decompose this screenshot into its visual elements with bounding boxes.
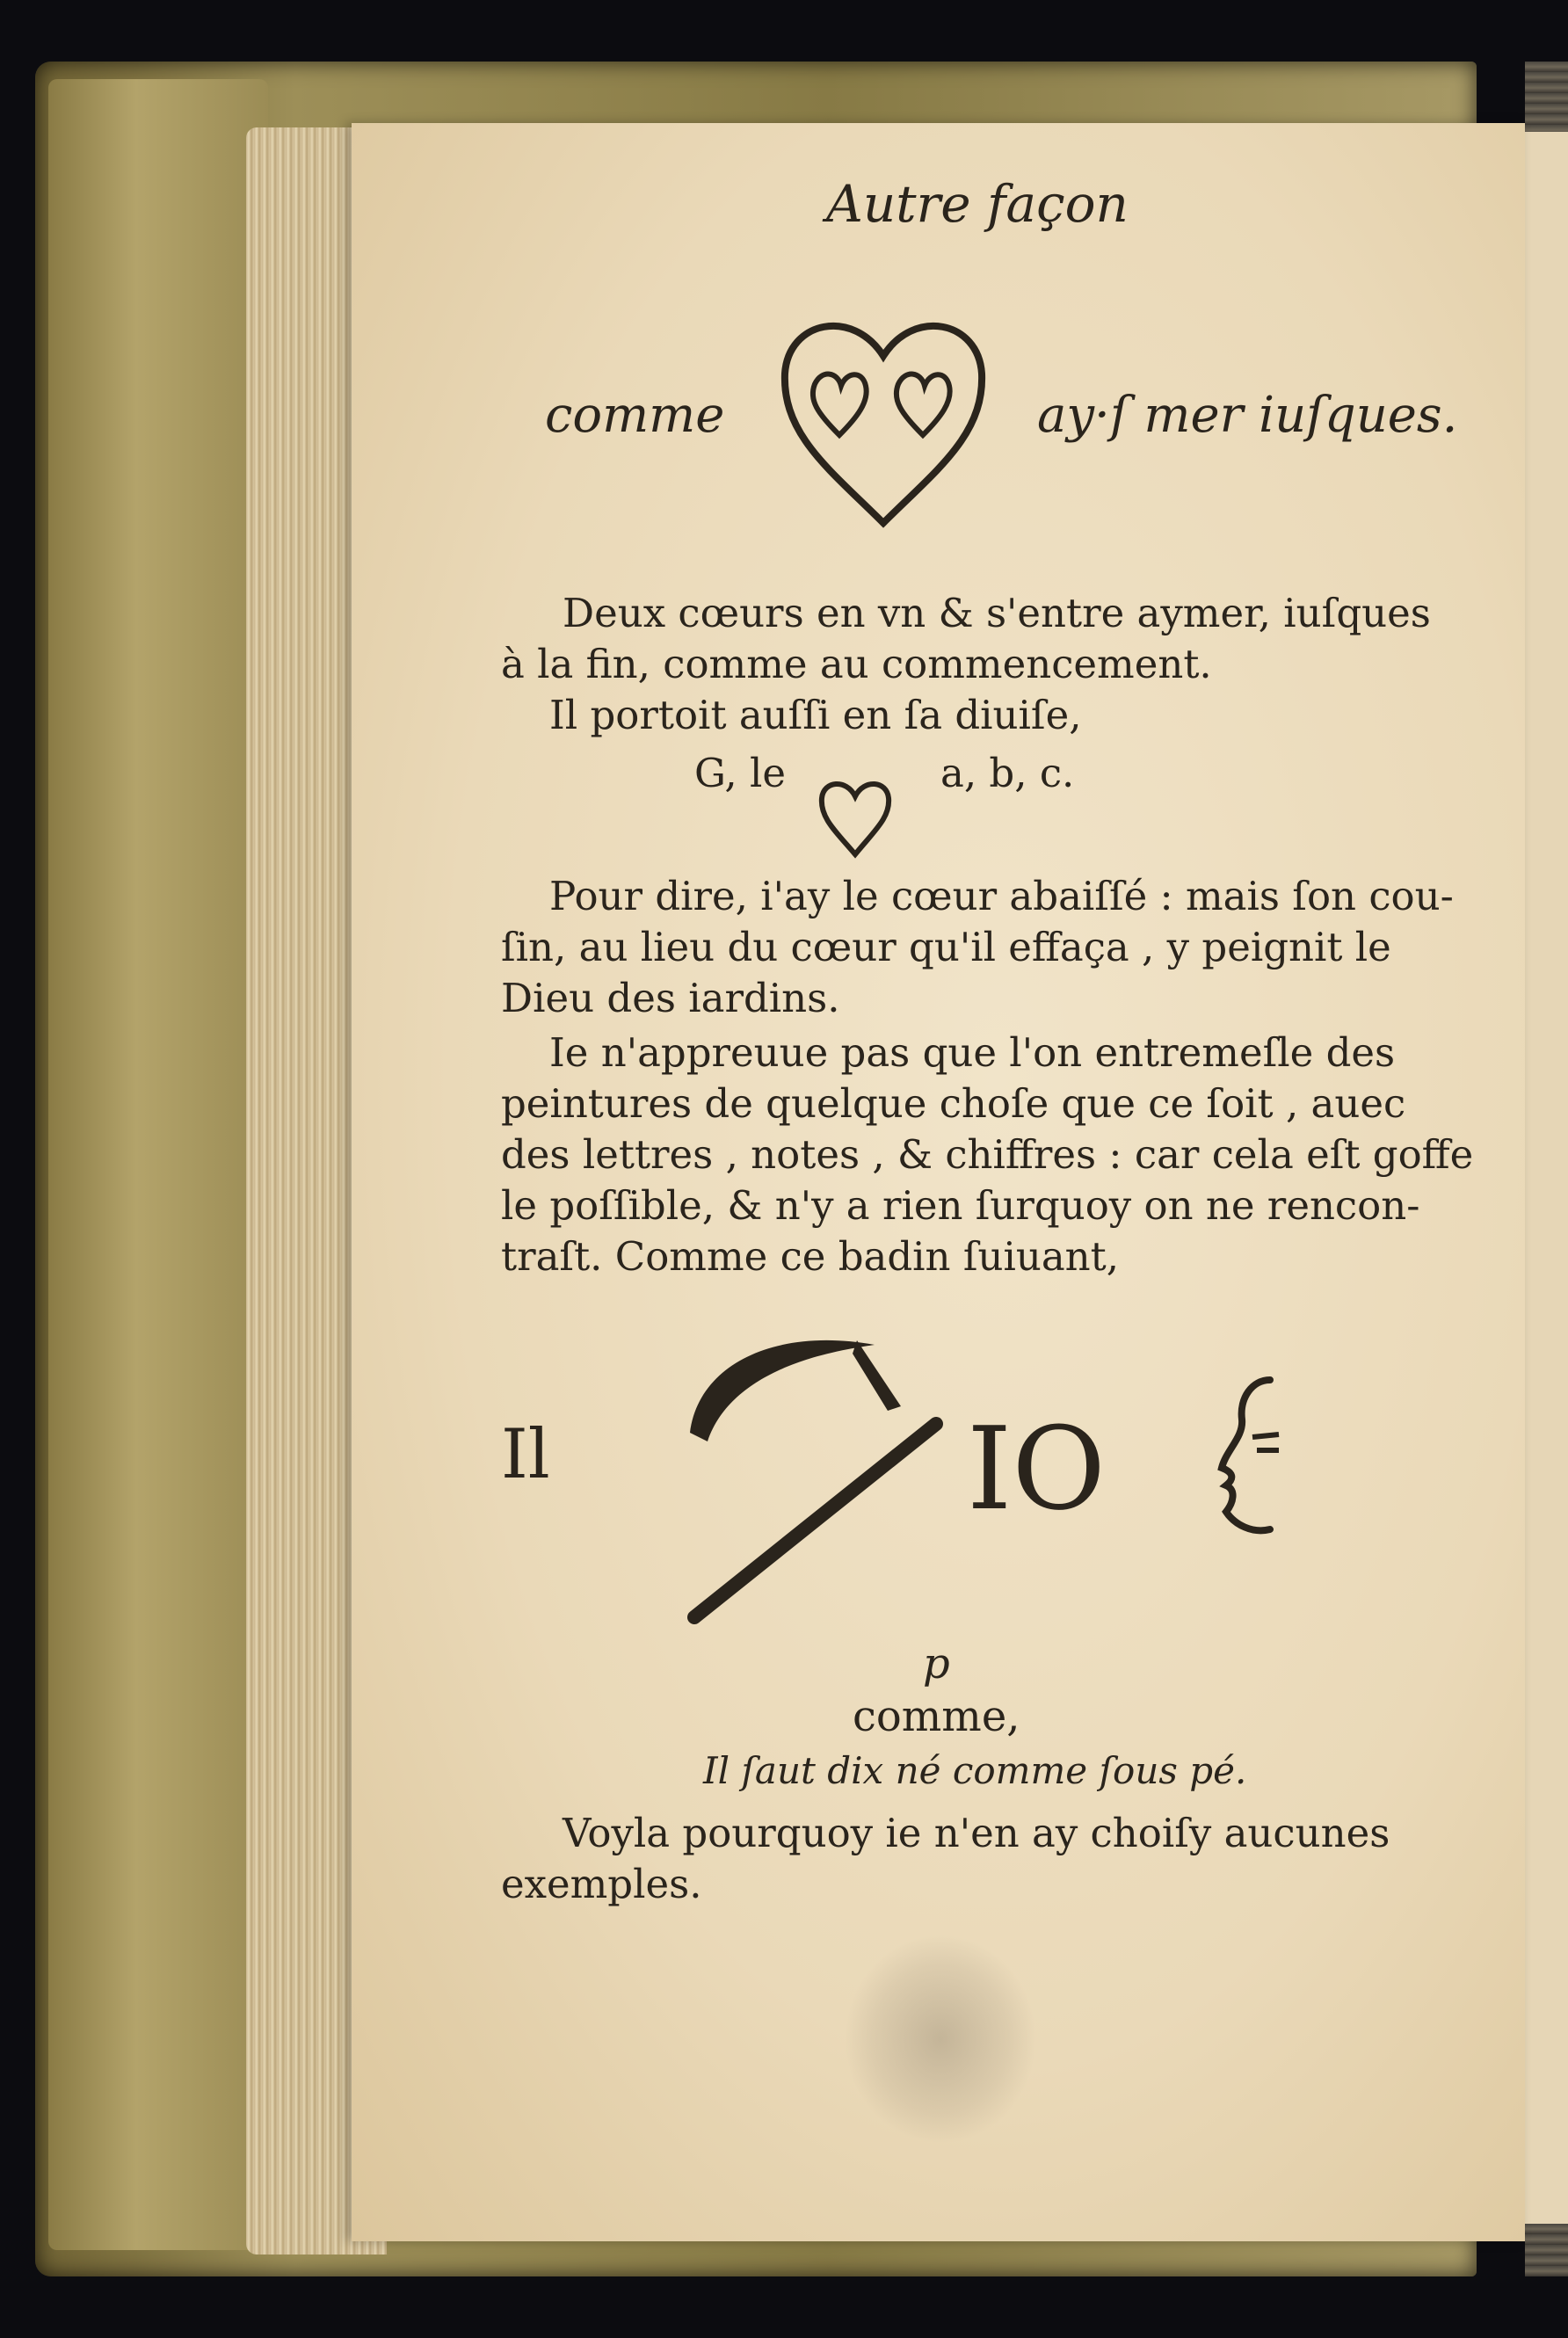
paragraph3-line3: des lettres , notes , & chiffres : car cela eſt goffe [501, 1131, 1474, 1178]
book-page [352, 123, 1525, 2241]
running-title: Autre façon [826, 174, 1129, 234]
paragraph3-line2: peintures de quelque choſe que ce ſoit , auec [501, 1080, 1406, 1127]
rebus1-left-word: comme [545, 387, 725, 444]
small-heart-icon [813, 773, 897, 861]
paragraph2-line2: ſin, au lieu du cœur qu'il effaça , y peignit le [501, 924, 1391, 970]
inner-heart-left-icon [813, 374, 867, 435]
sickle-icon [672, 1327, 962, 1626]
face-profile-icon [1191, 1371, 1296, 1547]
closing-line1: Voyla pourquoy ie n'en ay choiſy aucunes [563, 1810, 1390, 1856]
double-heart-illustration [778, 303, 989, 532]
paragraph3-line5: traſt. Comme ce badin ſuiuant, [501, 1233, 1120, 1280]
paragraph1-line1: Deux cœurs en vn & s'entre aymer, iuſques [563, 590, 1431, 636]
outer-heart-icon [785, 326, 982, 523]
paragraph1-line3: Il portoit auſſi en ſa diuiſe, [549, 692, 1082, 738]
paragraph3-line1: Ie n'appreuue pas que l'on entremeſle des [549, 1029, 1396, 1076]
rebus1-right-words: ay·ſ mer iuſques. [1037, 387, 1458, 444]
rebus2-il: Il [501, 1415, 550, 1494]
rebus2-io: IO [967, 1402, 1106, 1536]
ink-stain [844, 1934, 1037, 2145]
paragraph1-line2: à la fin, comme au commencement. [501, 641, 1212, 687]
motto-left: G, le [694, 750, 786, 796]
paragraph3-line4: le poſſible, & n'y a rien ſurquoy on ne rencon- [501, 1182, 1420, 1229]
binding-flap [48, 79, 268, 2250]
rebus2-explanation: Il ſaut dix né comme ſous pé. [703, 1749, 1247, 1792]
motto-right: a, b, c. [940, 750, 1075, 796]
paragraph2-line1: Pour dire, i'ay le cœur abaiſſé : mais ſon cou- [549, 873, 1454, 919]
rebus2-p: p [923, 1639, 950, 1688]
inner-heart-right-icon [897, 374, 950, 435]
closing-line2: exemples. [501, 1861, 702, 1907]
facing-page-fragment [1525, 132, 1568, 2224]
paragraph2-line3: Dieu des iardins. [501, 975, 840, 1021]
rebus2-comme: comme, [853, 1692, 1020, 1741]
